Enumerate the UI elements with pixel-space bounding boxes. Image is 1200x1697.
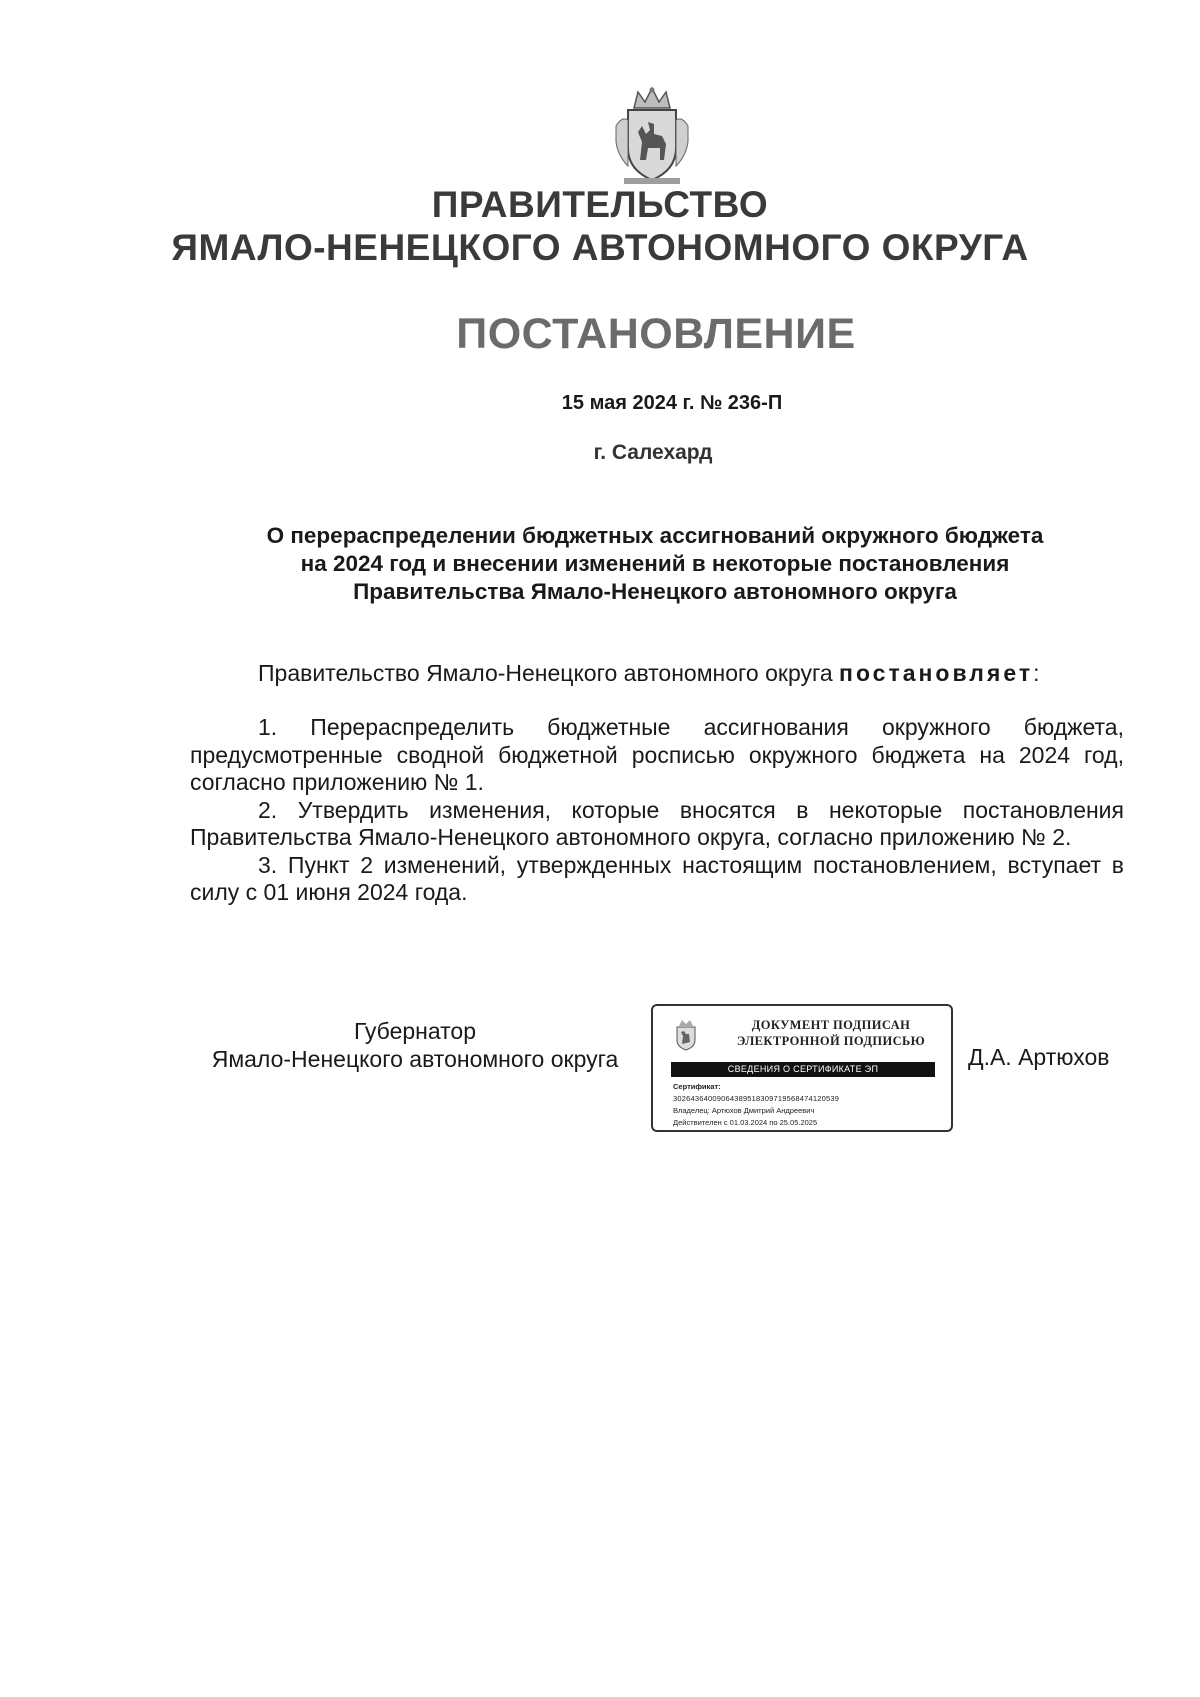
stamp-heading: ЭЛЕКТРОННОЙ ПОДПИСЬЮ: [736, 1034, 926, 1048]
stamp-owner: Владелец: Артюхов Дмитрий Андреевич: [673, 1106, 815, 1115]
resolution-item: 3. Пункт 2 изменений, утвержденных настоящим постановлением, вступает в силу с 01 июня 2024 года.: [190, 851, 1124, 905]
city: г. Салехард: [593, 441, 713, 464]
preamble: [258, 660, 1039, 687]
document-type: ПОСТАНОВЛЕНИЕ: [456, 310, 856, 358]
organization-name-line2: ЯМАЛО-НЕНЕЦКОГО АВТОНОМНОГО ОКРУГА: [171, 227, 1029, 268]
coat-of-arms-emblem: [612, 86, 692, 186]
position-line: Губернатор: [353, 1018, 477, 1044]
stamp-cert-number: 302643640090643895183097195684741205​39: [673, 1094, 840, 1103]
resolution-item: 2. Утвердить изменения, которые вносятся в некоторые постановления Правительства Ямало-Ненецкого автономного округа, согласно приложению № 2.: [190, 796, 1124, 850]
title-line: О перераспределении бюджетных ассигнований окружного бюджета: [266, 523, 1044, 548]
preamble-colon: :: [1033, 660, 1040, 686]
signatory-name: Д.А. Артюхов: [968, 1044, 1110, 1070]
date-number: 15 мая 2024 г. № 236-П: [561, 392, 783, 414]
stamp-certificate-bar: СВЕДЕНИЯ О СЕРТИФИКАТЕ ЭП: [671, 1062, 935, 1077]
title-line: Правительства Ямало-Ненецкого автономного округа: [353, 579, 957, 604]
position-line: Ямало-Ненецкого автономного округа: [211, 1046, 619, 1072]
stamp-validity: Действителен с 01.03.2024 по 25.05.2025: [673, 1118, 818, 1127]
resolution-items: [190, 714, 1124, 907]
document-title: [210, 522, 1100, 606]
organization-name-line1: ПРАВИТЕЛЬСТВО: [431, 184, 769, 225]
stamp-heading: ДОКУМЕНТ ПОДПИСАН: [751, 1018, 911, 1032]
electronic-signature-stamp: [651, 1004, 953, 1132]
stamp-emblem-icon: [673, 1018, 699, 1052]
preamble-text: Правительство Ямало-Ненецкого автономного округа: [258, 660, 840, 686]
title-line: на 2024 год и внесении изменений в некоторые постановления: [300, 551, 1010, 576]
resolution-item: 1. Перераспределить бюджетные ассигнования окружного бюджета, предусмотренные сводной бюджетной росписью окружного бюджета на 2024 год, согласно приложению № 1.: [190, 714, 1124, 795]
stamp-cert-label: Сертификат:: [673, 1082, 721, 1091]
signatory-position: [190, 1017, 640, 1073]
preamble-verb: постановляет: [839, 660, 1034, 686]
